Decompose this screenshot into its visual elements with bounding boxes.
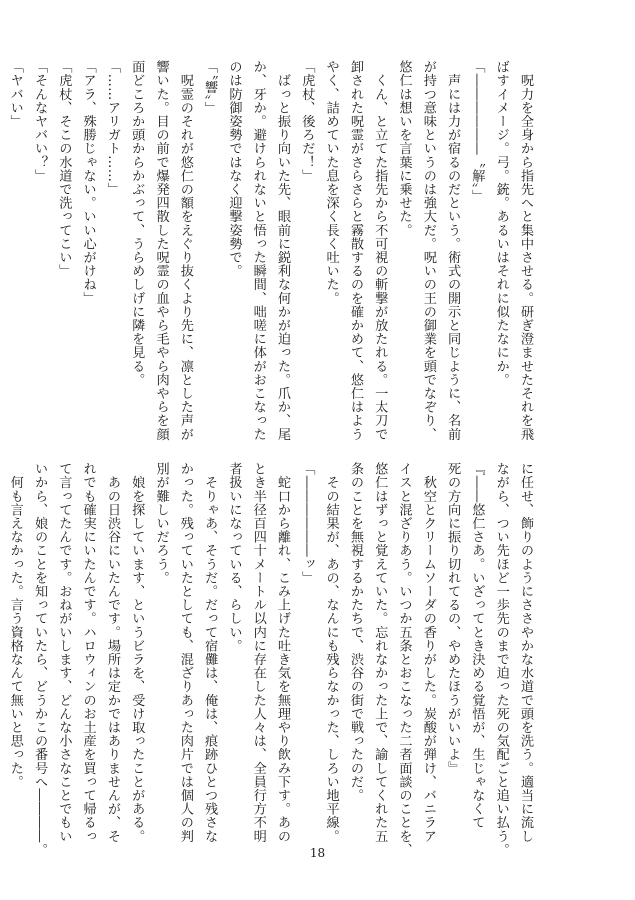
lower-text-line: 条のことを無視するかたちで、渋谷の街で戦ったのだ。 [347,462,363,802]
lower-text-line: れでも確実にいたんです。ハロウィンのお土産を買って帰るっ [80,462,96,843]
upper-text-line: 「そんなヤバい？」 [32,60,48,183]
lower-text-line: あの日渋谷にいたんです。場所は定かではありませんが、そ [104,462,120,843]
upper-text-line: ばすイメージ。弓。銃。あるいはそれに似たなにか。 [493,60,509,387]
upper-text-line: 「虎杖、後ろだ！」 [299,60,315,183]
lower-text-line: 『――悠仁さあ。いざってとき決める覚悟が、生じゃなくて [469,462,485,830]
lower-text-line: 娘を探しています、というビラを、受け取ったことがある。 [129,462,145,843]
lower-text-line: そりゃあ、そうだ。だって宿儺は、俺は、痕跡ひとつ残さな [202,462,218,843]
lower-text-line: かった。残っていたとしても、混ざりあった肉片では個人の判 [177,462,193,843]
upper-text-line: 「ヤバい」 [7,60,23,128]
lower-text-line: その結果が、あの、なんにも残らなかった、しろい地平線。 [323,462,339,843]
upper-text-line: 呪力を全身から指先へと集中させる。研ぎ澄ませたそれを飛 [518,60,533,441]
upper-text-line: 「虎杖、そこの水道で洗ってこい」 [56,60,72,278]
lower-text-line: 蛇口から離れ、こみ上げた吐き気を無理やり飲み下す。あの [275,462,291,843]
upper-text-line: 面どころか頭からかぶって、うらめしげに隣を見る。 [129,60,145,387]
lower-text-line: 「――――――ッ」 [299,462,315,585]
upper-text-line: 呪霊のそれが悠仁の額をえぐり抜くより先に、凛とした声が [177,60,193,441]
upper-text-line: 「〝響〟」 [202,60,218,115]
lower-text-line: て言ってたんです。おねがいします、どんな小さなことでもい [56,462,72,843]
upper-text-line: 響いた。目の前で爆発四散した呪霊の血やら毛やら肉やらを顔 [153,60,169,441]
lower-text-line: 者扱いになっている、らしい。 [226,462,242,653]
upper-text-line: 声には力が宿るのだという。術式の開示と同じように、名前 [445,60,461,441]
lower-text-line: 秋空とクリームソーダの香りがした。炭酸が弾け、バニラア [420,462,436,843]
lower-text-line: いから、娘のことを知っていたら、どうかこの番号へ――――。 [32,462,48,857]
lower-text-line: とき半径百四十メートル以内に存在した人々は、全員行方不明 [250,462,266,843]
lower-text-line: 別が難しいだろう。 [153,462,169,585]
upper-text-line: 卸された呪霊がさらさらと霧散するのを確かめて、悠仁はよう [347,60,363,441]
lower-text-line: 悠仁はずっと覚えていた。忘れなかった上で、諭してくれた五 [372,462,388,843]
lower-text-line: 何も言えなかった。言う資格なんて無いと思った。 [7,462,23,789]
upper-text-line: か、牙か。避けられないと悟った瞬間、咄嗟に体がおこなった [250,60,266,441]
upper-text-line: ばっと振り向いた先、眼前に鋭利な何かが迫った。爪か、尾 [275,60,291,441]
lower-text-line: イスと混ざりあう。いつか五条とおこなった二者面談のことを、 [396,462,412,857]
upper-text-line: のは防御姿勢ではなく迎撃姿勢で。 [226,60,242,278]
upper-text-line: 「アラ、殊勝じゃない。いい心がけね」 [80,60,96,305]
upper-text-line: が持つ意味というのは強大だ。呪いの王の御業を頭でなぞり、 [420,60,436,441]
upper-text-line: 悠仁は想いを言葉に乗せた。 [396,60,412,237]
lower-text-line: 死の方向に振り切れてるの、やめたほうがいいよ』 [445,462,461,775]
upper-text-block [7,60,537,448]
lower-text-line: に任せ、飾りのようにささやかな水道で頭を洗う。適当に流し [518,462,533,843]
upper-text-line: くん、と立てた指先から不可視の斬撃が放たれる。一太刀で [372,60,388,441]
upper-text-line: 「……アリガト……」 [104,60,120,196]
upper-text-line: 「――――――〝解〟」 [469,60,485,203]
upper-text-line: やく、詰めていた息を深く長く吐いた。 [323,60,339,305]
page-number: 18 [309,846,326,860]
lower-text-line: ながら、つい先ほど一歩先のまで迫った死の気配ごと追い払う。 [493,462,509,857]
